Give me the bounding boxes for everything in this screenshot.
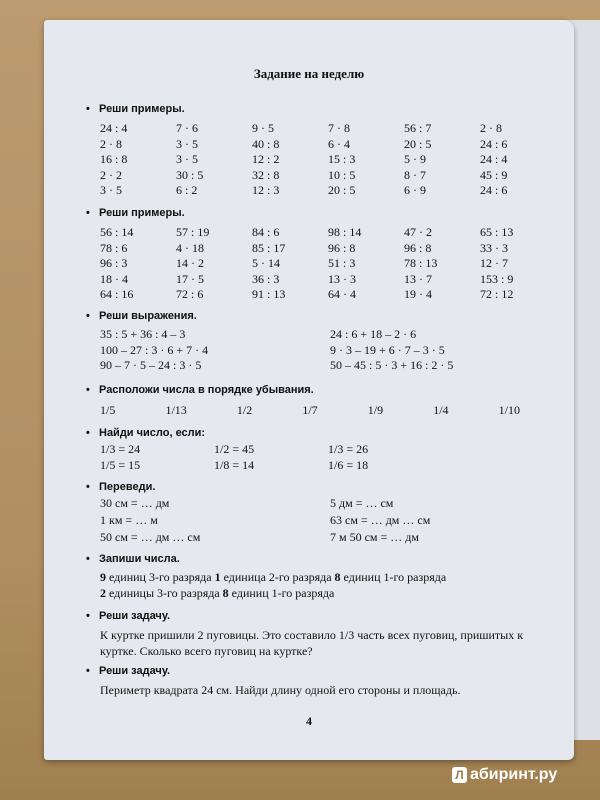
example-cell: 5 · 14 <box>252 256 280 271</box>
example-cell: 12 : 3 <box>252 183 280 198</box>
fraction-item: 1/5 <box>100 403 116 417</box>
find-number-grid <box>100 442 448 473</box>
example-cell: 3 · 5 <box>176 136 198 151</box>
digit: 2 <box>100 586 106 600</box>
example-cell: 96 : 3 <box>100 256 128 271</box>
example-cell: 2 · 2 <box>100 167 122 182</box>
example-cell: 13 · 3 <box>328 271 356 286</box>
write-numbers-text <box>100 569 540 601</box>
bullet-icon: • <box>86 103 90 115</box>
example-cell: 5 дм = … см <box>330 496 394 510</box>
example-cell: 7 · 6 <box>176 121 198 135</box>
example-cell: 50 – 45 : 5 · 3 + 16 : 2 · 5 <box>330 358 454 373</box>
labirint-watermark <box>452 766 557 784</box>
convert-grid <box>100 496 530 546</box>
digit-description: единиц 1-го разряда <box>340 570 447 584</box>
example-cell: 2 · 8 <box>100 136 122 151</box>
bullet-icon: • <box>86 384 90 396</box>
example-cell: 18 · 4 <box>100 271 128 286</box>
example-cell: 90 – 7 · 5 – 24 : 3 · 5 <box>100 358 202 373</box>
example-cell: 36 : 3 <box>252 271 280 286</box>
example-cell: 9 · 3 – 19 + 6 · 7 – 3 · 5 <box>330 342 445 357</box>
fractions-row <box>100 403 520 418</box>
example-cell: 91 : 13 <box>252 287 286 302</box>
example-cell: 6 : 2 <box>176 183 198 198</box>
example-cell: 47 · 2 <box>404 225 432 239</box>
example-cell: 24 : 6 <box>480 136 508 151</box>
example-cell: 1 км = … м <box>100 513 158 528</box>
workbook-page <box>44 20 574 760</box>
example-cell: 153 : 9 <box>480 271 514 286</box>
digit: 8 <box>222 586 229 600</box>
section-heading-6: • Переведи. <box>86 481 156 493</box>
example-cell: 10 : 5 <box>328 167 356 182</box>
example-cell: 78 : 13 <box>404 256 438 271</box>
expressions-grid <box>100 327 530 374</box>
example-cell: 16 : 8 <box>100 152 128 167</box>
example-cell: 1/8 = 14 <box>214 457 255 472</box>
example-cell: 100 – 27 : 3 · 6 + 7 · 4 <box>100 342 209 357</box>
section-heading-9: • Реши задачу. <box>86 665 171 677</box>
example-cell: 1/3 = 26 <box>328 442 369 456</box>
example-cell: 56 : 14 <box>100 225 134 239</box>
example-cell: 35 : 5 + 36 : 4 – 3 <box>100 327 186 341</box>
example-cell: 1/3 = 24 <box>100 442 141 456</box>
example-cell: 1/5 = 15 <box>100 457 141 472</box>
example-cell: 1/6 = 18 <box>328 457 369 472</box>
example-cell: 13 · 7 <box>404 271 432 286</box>
example-cell: 65 : 13 <box>480 225 514 239</box>
example-cell: 85 : 17 <box>252 240 286 255</box>
example-cell: 56 : 7 <box>404 121 432 135</box>
example-cell: 8 · 7 <box>404 167 426 182</box>
example-cell: 30 : 5 <box>176 167 204 182</box>
example-cell: 7 · 8 <box>328 121 350 135</box>
section-heading-1: • Реши примеры. <box>86 103 185 115</box>
example-cell: 24 : 4 <box>480 152 508 167</box>
example-cell: 64 : 16 <box>100 287 134 302</box>
section-heading-2: • Реши примеры. <box>86 207 185 219</box>
fraction-item: 1/10 <box>498 403 520 417</box>
labirint-logo-icon: Л <box>452 767 467 783</box>
fraction-item: 1/7 <box>302 403 318 417</box>
example-cell: 14 · 2 <box>176 256 204 271</box>
task-1-text: К куртке пришили 2 пуговицы. Это составило 1/3 часть всех пуговиц, пришитых к куртке. Сколько всего пуговиц на куртке? <box>100 628 524 658</box>
section-heading-8: • Реши задачу. <box>86 610 171 622</box>
example-cell: 33 · 3 <box>480 240 508 255</box>
section-heading-3: • Реши выражения. <box>86 310 197 322</box>
example-cell: 2 · 8 <box>480 121 502 135</box>
example-cell: 51 : 3 <box>328 256 356 271</box>
example-cell: 78 : 6 <box>100 240 128 255</box>
example-cell: 32 : 8 <box>252 167 280 182</box>
examples-grid-2 <box>100 225 540 303</box>
write-numbers-line-1 <box>100 569 540 585</box>
example-cell: 20 : 5 <box>328 183 356 198</box>
digit-description: единица 2-го разряда <box>220 570 335 584</box>
example-cell: 45 : 9 <box>480 167 508 182</box>
example-cell: 15 : 3 <box>328 152 356 167</box>
example-cell: 19 · 4 <box>404 287 432 302</box>
example-cell: 24 : 4 <box>100 121 128 135</box>
example-cell: 20 : 5 <box>404 136 432 151</box>
digit-description: единицы 3-го разряда <box>106 586 223 600</box>
section-heading-4: • Расположи числа в порядке убывания. <box>86 384 314 396</box>
example-cell: 5 · 9 <box>404 152 426 167</box>
example-cell: 98 : 14 <box>328 225 362 239</box>
example-cell: 30 см = … дм <box>100 496 170 510</box>
write-numbers-line-2 <box>100 585 540 601</box>
example-cell: 96 : 8 <box>404 240 432 255</box>
example-cell: 12 · 7 <box>480 256 508 271</box>
example-cell: 57 : 19 <box>176 225 210 239</box>
bullet-icon: • <box>86 665 90 677</box>
digit: 8 <box>334 570 341 584</box>
bullet-icon: • <box>86 553 90 565</box>
example-cell: 24 : 6 <box>480 183 508 198</box>
fraction-item: 1/9 <box>367 403 384 417</box>
example-cell: 6 · 9 <box>404 183 426 198</box>
example-cell: 72 : 6 <box>176 287 204 302</box>
fraction-item: 1/2 <box>236 403 253 417</box>
page-title: Задание на неделю <box>253 66 365 81</box>
example-cell: 4 · 18 <box>176 240 204 255</box>
example-cell: 63 см = … дм … см <box>330 513 431 528</box>
example-cell: 40 : 8 <box>252 136 280 151</box>
example-cell: 3 · 5 <box>176 152 198 167</box>
bullet-icon: • <box>86 427 90 439</box>
example-cell: 6 · 4 <box>328 136 350 151</box>
example-cell: 84 : 6 <box>252 225 280 239</box>
watermark-text: абиринт.ру <box>470 766 558 783</box>
example-cell: 24 : 6 + 18 – 2 · 6 <box>330 327 417 341</box>
section-heading-7: • Запиши числа. <box>86 553 180 565</box>
example-cell: 9 · 5 <box>252 121 274 135</box>
example-cell: 7 м 50 см = … дм <box>330 530 419 545</box>
page-number: 4 <box>306 714 312 728</box>
fraction-item: 1/4 <box>433 403 449 417</box>
fraction-item: 1/13 <box>165 403 187 417</box>
digit-description: единиц 3-го разряда <box>106 570 215 584</box>
digit: 9 <box>100 570 106 584</box>
example-cell: 96 : 8 <box>328 240 356 255</box>
bullet-icon: • <box>86 481 90 493</box>
example-cell: 50 см = … дм … см <box>100 530 201 545</box>
example-cell: 3 · 5 <box>100 183 122 198</box>
bullet-icon: • <box>86 207 90 219</box>
examples-grid-1 <box>100 121 540 199</box>
example-cell: 17 · 5 <box>176 271 204 286</box>
example-cell: 64 · 4 <box>328 287 356 302</box>
bullet-icon: • <box>86 610 90 622</box>
digit: 1 <box>214 570 221 584</box>
task-2-text: Периметр квадрата 24 см. Найди длину одной его стороны и площадь. <box>100 683 461 697</box>
section-heading-5: • Найди число, если: <box>86 427 206 439</box>
example-cell: 1/2 = 45 <box>214 442 255 456</box>
bullet-icon: • <box>86 310 90 322</box>
example-cell: 12 : 2 <box>252 152 280 167</box>
digit-description: единиц 1-го разряда <box>228 586 335 600</box>
example-cell: 72 : 12 <box>480 287 514 302</box>
